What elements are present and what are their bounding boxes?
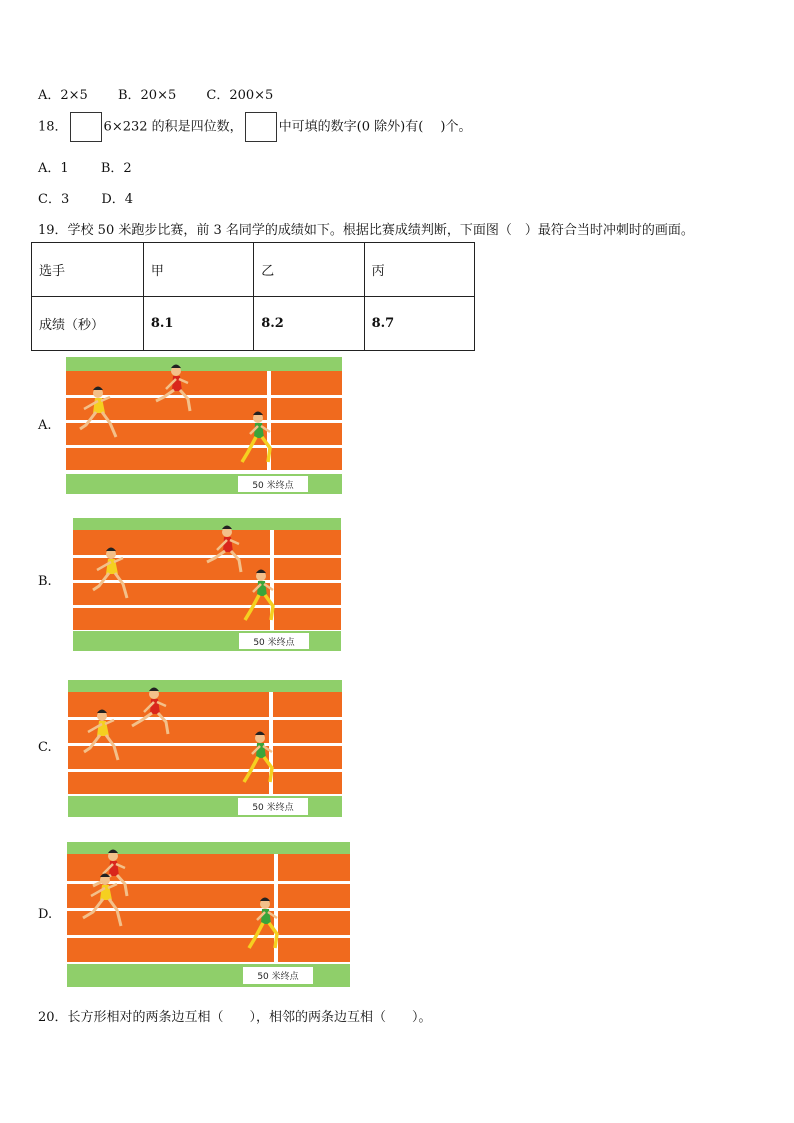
- table-row: [32, 297, 475, 351]
- figure-label-a[interactable]: A.: [38, 418, 52, 433]
- figure-label-c[interactable]: C.: [38, 740, 52, 755]
- q18-text-part1: 6×232 的积是四位数，: [103, 119, 243, 135]
- q17-option-c[interactable]: C．200×5: [206, 88, 274, 103]
- lane-line: [73, 580, 341, 583]
- q18-question: [38, 112, 471, 142]
- table-cell: 8.1: [143, 297, 253, 351]
- race-figure-b[interactable]: [73, 518, 341, 651]
- lane-line: [68, 769, 342, 772]
- q18-options-row-1: [38, 157, 132, 176]
- table-header-cell: 选手: [32, 243, 144, 297]
- lane-line: [73, 605, 341, 608]
- q19-score-table: [31, 242, 475, 351]
- q18-options-row-2: [38, 188, 133, 207]
- grass-strip: [66, 357, 342, 371]
- finish-label: 50 米终点: [257, 972, 299, 982]
- q20-question: 20．长方形相对的两条边互相（ ），相邻的两条边互相（ ）。: [38, 1010, 432, 1025]
- q17-option-a[interactable]: A．2×5: [38, 88, 88, 103]
- table-header-cell: 丙: [364, 243, 474, 297]
- lane-line: [68, 717, 342, 720]
- q19-question: 19．学校 50 米跑步比赛，前 3 名同学的成绩如下。根据比赛成绩判断，下面图（ ）最符合当时冲刺时的画面。: [38, 223, 694, 238]
- grass-strip: [68, 680, 342, 692]
- lane-line: [67, 935, 350, 938]
- q18-option-d[interactable]: D．4: [101, 192, 134, 207]
- finish-label: 50 米终点: [252, 803, 294, 813]
- q18-number: 18．: [38, 119, 68, 135]
- q18-option-c[interactable]: C．3: [38, 192, 70, 207]
- race-figure-a[interactable]: [66, 357, 342, 494]
- lane-line: [67, 908, 350, 911]
- figure-label-d[interactable]: D.: [38, 907, 53, 922]
- q17-options: [38, 84, 273, 103]
- grass-strip: [73, 518, 341, 530]
- q18-text-part2: 中可填的数字(0 除外)有( )个。: [278, 119, 472, 135]
- table-cell: 8.7: [364, 297, 474, 351]
- lane-line: [66, 445, 342, 448]
- table-row: [32, 243, 475, 297]
- q18-option-b[interactable]: B．2: [100, 161, 132, 176]
- q18-answer-box-2[interactable]: [245, 112, 277, 142]
- finish-label: 50 米终点: [252, 481, 294, 491]
- race-figure-d[interactable]: [67, 842, 350, 987]
- lane-line: [68, 743, 342, 746]
- table-cell: 成绩（秒）: [32, 297, 144, 351]
- finish-label: 50 米终点: [253, 638, 295, 648]
- q17-option-b[interactable]: B．20×5: [117, 88, 177, 103]
- table-header-cell: 乙: [254, 243, 364, 297]
- q18-option-a[interactable]: A．1: [38, 161, 69, 176]
- q18-answer-box-1[interactable]: [70, 112, 102, 142]
- table-header-cell: 甲: [143, 243, 253, 297]
- table-cell: 8.2: [254, 297, 364, 351]
- figure-label-b[interactable]: B.: [38, 574, 52, 589]
- race-figure-c[interactable]: [68, 680, 342, 817]
